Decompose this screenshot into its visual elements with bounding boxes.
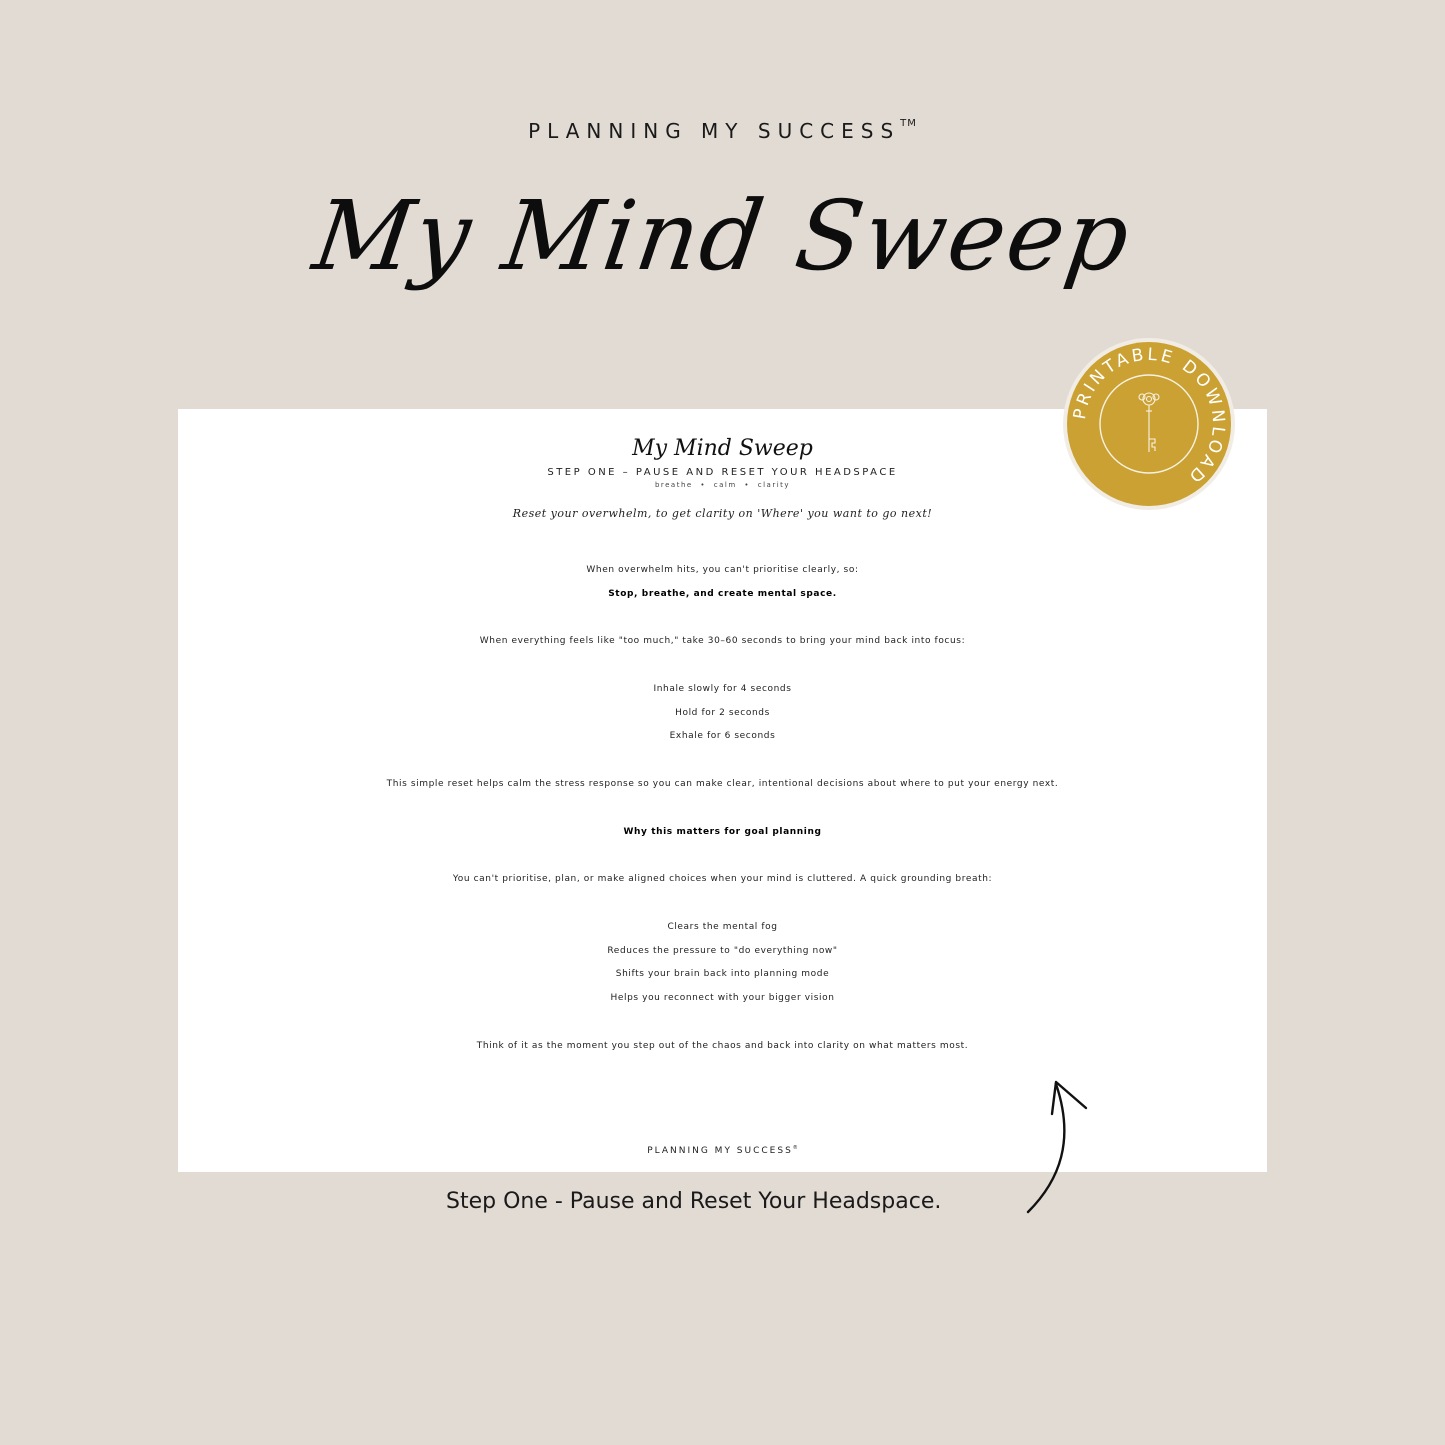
- trademark-mark: TM: [900, 118, 917, 129]
- body-line-emphasis: Stop, breathe, and create mental space.: [608, 589, 837, 599]
- badge-text: PRINTABLE DOWNLOAD: [1069, 344, 1229, 489]
- worksheet-tagline: Reset your overwhelm, to get clarity on 'Where' you want to go next!: [512, 507, 933, 520]
- worksheet-footer: [178, 1145, 1267, 1156]
- section-heading: Why this matters for goal planning: [623, 827, 822, 837]
- worksheet-preview: [178, 409, 1267, 1172]
- list-item: Exhale for 6 seconds: [669, 731, 776, 741]
- worksheet-title: My Mind Sweep: [632, 436, 813, 461]
- body-line: Think of it as the moment you step out of the chaos and back into clarity on what matters most.: [476, 1041, 969, 1051]
- worksheet-subtitle: breathe • calm • clarity: [654, 481, 791, 489]
- list-item: Shifts your brain back into planning mode: [615, 969, 830, 979]
- list-item: Reduces the pressure to "do everything now": [607, 946, 838, 956]
- body-line: When everything feels like "too much," take 30–60 seconds to bring your mind back into focus:: [479, 636, 966, 646]
- list-item: Clears the mental fog: [667, 922, 778, 932]
- list-item: Inhale slowly for 4 seconds: [653, 684, 792, 694]
- body-line: You can't prioritise, plan, or make aligned choices when your mind is cluttered. A quick grounding breath:: [452, 874, 993, 884]
- registered-mark: ®: [792, 1145, 798, 1151]
- hero-title: My Mind Sweep: [307, 180, 1138, 292]
- body-line: This simple reset helps calm the stress response so you can make clear, intentional decisions about where to put your energy next.: [386, 779, 1059, 789]
- brand-header: [0, 118, 1445, 143]
- caption: Step One - Pause and Reset Your Headspace.: [446, 1189, 942, 1214]
- arrow-up-icon: [1020, 1070, 1100, 1220]
- brand-name: PLANNING MY SUCCESS: [528, 119, 901, 143]
- body-line: When overwhelm hits, you can't prioritise clearly, so:: [586, 565, 859, 575]
- footer-brand: PLANNING MY SUCCESS: [647, 1146, 793, 1156]
- printable-download-badge: [1062, 337, 1236, 511]
- worksheet-step-heading: STEP ONE – PAUSE AND RESET YOUR HEADSPACE: [547, 467, 898, 478]
- list-item: Hold for 2 seconds: [675, 708, 770, 718]
- list-item: Helps you reconnect with your bigger vision: [610, 993, 835, 1003]
